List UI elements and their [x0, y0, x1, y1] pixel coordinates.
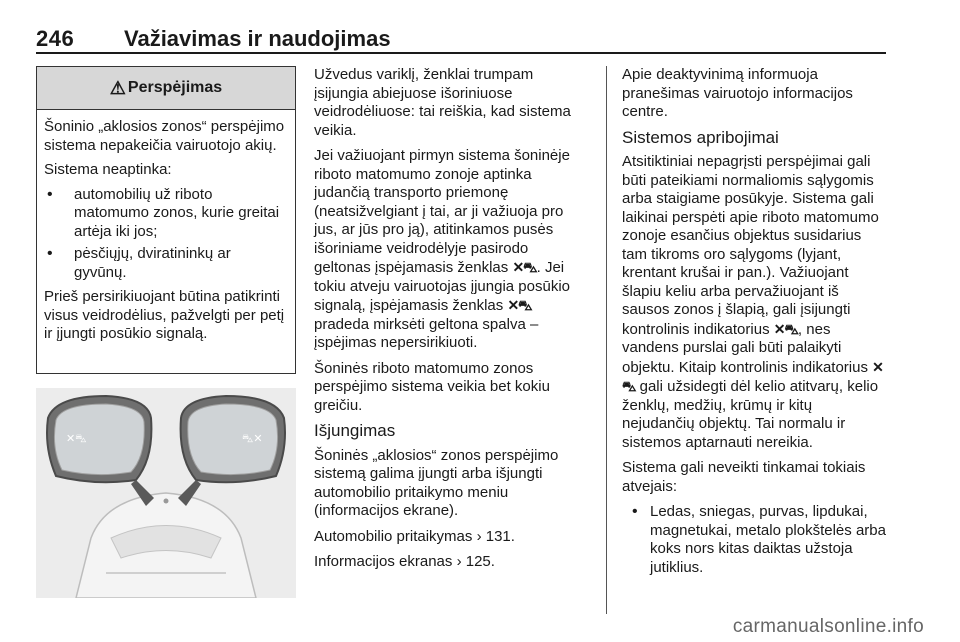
header-rule: [36, 52, 886, 54]
paragraph: Jei važiuojant pirmyn sistema šoninėje riboto matomumo zonoje aptinka judančią transporto priemonę (neatsižvelgiant į tai, ar ji važiuoja pro jus, ar jūs pro ją), atitinkamos pusės išoriniame veidrodėlyje pasirodo geltonas įspėjamasis ženklas ✕⛍. Jei tokiu atveju vairuotojas įjungia posūkio signalą, įspėjamasis ženklas ✕⛍ pradeda mirksėti geltona spalva – įspėjimas nepersirikiuoti.: [314, 147, 570, 351]
warning-paragraph: Šoninio „aklosios zonos“ perspėjimo sistema nepakeičia vairuotojo akių.: [44, 118, 285, 154]
warning-box: [36, 66, 296, 374]
paragraph: Sistema gali neveikti tinkamai tokiais atvejais:: [622, 459, 866, 495]
paragraph: Apie deaktyvinimą informuoja pranešimas vairuotojo informacijos centre.: [622, 66, 853, 120]
paragraph: Šoninės riboto matomumo zonos perspėjimo sistema veikia bet kokiu greičiu.: [314, 359, 550, 414]
column-divider: [606, 66, 607, 614]
paragraph: Užvedus variklį, ženklai trumpam įsijungia abiejuose išoriniuose veidrodėliuose: tai reiškia, kad sistema veikia.: [314, 66, 571, 139]
page-number: 246: [36, 26, 75, 51]
paragraph: Atsitiktiniai nepagrįsti perspėjimai gali būti pateikiami normaliomis sąlygomis arba staigiame posūkyje. Sistema gali laikinai perspėti apie riboto matomumo zonoje esančius objektus susidarius tam tikroms oro sąlygoms (lyjant, krentant krušai ir pan.). Važiuojant šlapiu keliu arba pervažiuojant iš sausos zonos į šlapią, gali įsijungti kontrolinis indikatorius ✕⛍, nes vandens purslai gali būti palaikyti objektu. Kitaip kontrolinis indikatorius ✕⛍ gali užsidegti dėl kelio atitvarų, kelio ženklų, medžių, krūmų ir kitų nejudančių objektų. Tai normalu ir sistemos aptarnauti nereikia.: [622, 153, 883, 451]
cross-reference: Informacijos ekranas › 125.: [314, 553, 495, 570]
warning-paragraph: Sistema neaptinka:: [44, 161, 172, 178]
warning-body: [37, 110, 295, 344]
car-mirrors-drawing: [36, 388, 296, 598]
blind-spot-indicator-icon: ✕⛍: [773, 320, 798, 337]
page-reference-icon: ›: [456, 553, 462, 570]
cross-reference: Automobilio pritaikymas › 131.: [314, 527, 515, 545]
page-title: Važiavimas ir naudojimas: [124, 26, 391, 51]
watermark: carmanualsonline.info: [732, 616, 924, 637]
warning-header: [37, 67, 295, 110]
warning-list: [44, 186, 287, 283]
page-reference-icon: ›: [476, 527, 482, 545]
warning-triangle-icon: ⚠: [109, 77, 126, 98]
section-heading: Išjungimas: [314, 421, 396, 440]
limitations-list: [622, 503, 888, 577]
text-column-middle: [314, 66, 588, 579]
warning-list-item: • pėsčiųjų, dviratininkų ar gyvūnų.: [44, 245, 287, 282]
blind-spot-warning-icon: ⛍✕: [242, 432, 263, 445]
blind-spot-warning-icon: ✕⛍: [66, 432, 87, 445]
text-column-right: [622, 66, 888, 577]
warning-list-item: • automobilių už riboto matomumo zonos, kurie greitai artėja iki jos;: [44, 186, 287, 242]
blind-spot-indicator-icon: ✕⛍: [512, 259, 537, 275]
warning-title: Perspėjimas: [127, 79, 223, 96]
list-item: • Ledas, sniegas, purvas, lipdukai, magnetukai, metalo plokštelės arba koks nors kitas daiktas užstoja jutiklius.: [622, 503, 888, 577]
blind-spot-indicator-icon: ✕⛍: [507, 297, 532, 313]
mirror-illustration: [36, 388, 296, 598]
blind-spot-indicator-icon: ✕⛍: [622, 358, 883, 394]
warning-paragraph: Prieš persirikiuojant būtina patikrinti visus veidrodėlius, pažvelgti per petį ir įjungti posūkio signalą.: [44, 288, 285, 342]
page-header: [36, 26, 886, 52]
paragraph: Šoninės „aklosios“ zonos perspėjimo sistemą galima įjungti arba išjungti automobilio pritaikymo meniu (informacijos ekrane).: [314, 446, 559, 519]
section-heading: Sistemos apribojimai: [622, 127, 779, 147]
